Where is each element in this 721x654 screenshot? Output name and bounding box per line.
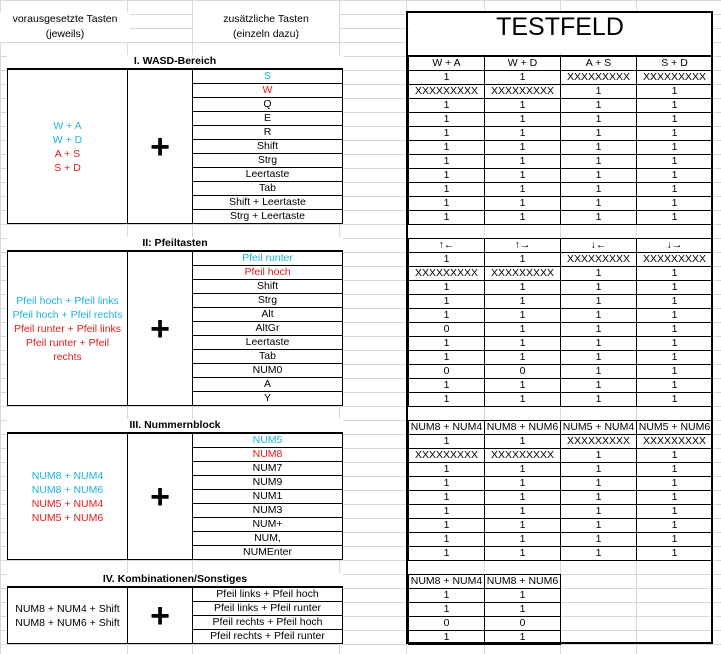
grid-cell[interactable]: 1: [637, 141, 713, 155]
additional-keys-table: [192, 69, 343, 224]
grid-cell[interactable]: 1: [485, 183, 561, 197]
grid-row: [409, 505, 713, 519]
grid-cell[interactable]: 1: [637, 183, 713, 197]
grid-cell[interactable]: XXXXXXXXX: [485, 449, 561, 463]
table-row: [193, 448, 343, 462]
prerequisite-combo: A + S: [54, 147, 81, 160]
additional-key-cell[interactable]: NUM,: [193, 532, 343, 546]
grid-row: [409, 337, 713, 351]
grid-row: [409, 351, 713, 365]
table-row: [193, 462, 343, 476]
prerequisite-box: [7, 433, 128, 560]
plus-sign: +: [127, 251, 193, 406]
additional-key-cell[interactable]: W: [193, 84, 343, 98]
header-prerequisite-title: vorausgesetzte Tasten: [12, 13, 118, 25]
grid-cell[interactable]: XXXXXXXXX: [637, 435, 713, 449]
grid-cell[interactable]: 1: [485, 71, 561, 85]
grid-cell[interactable]: 1: [485, 295, 561, 309]
grid-cell[interactable]: 1: [485, 155, 561, 169]
table-row: [193, 518, 343, 532]
grid-cell[interactable]: 0: [409, 323, 485, 337]
grid-row: [409, 617, 561, 631]
grid-column-header: NUM5 + NUM4: [561, 421, 637, 435]
table-row: [193, 350, 343, 364]
table-row: [193, 602, 343, 616]
table-row: [193, 210, 343, 224]
grid-cell[interactable]: 1: [485, 547, 561, 561]
grid-cell[interactable]: 1: [485, 631, 561, 645]
grid-cell[interactable]: 1: [561, 197, 637, 211]
table-row: [193, 322, 343, 336]
additional-key-cell[interactable]: Pfeil rechts + Pfeil hoch: [193, 616, 343, 630]
grid-cell[interactable]: 1: [561, 379, 637, 393]
grid-cell[interactable]: 1: [637, 99, 713, 113]
grid-cell[interactable]: 1: [485, 253, 561, 267]
grid-cell[interactable]: 1: [637, 197, 713, 211]
grid-cell[interactable]: 1: [561, 85, 637, 99]
grid-cell[interactable]: 1: [637, 169, 713, 183]
grid-cell[interactable]: 1: [409, 281, 485, 295]
grid-row: [409, 127, 713, 141]
additional-key-cell[interactable]: NUM0: [193, 364, 343, 378]
test-grid: [408, 574, 561, 645]
grid-row: [409, 603, 561, 617]
grid-cell[interactable]: 1: [561, 211, 637, 225]
test-grid: [408, 238, 713, 407]
table-row: [193, 70, 343, 84]
grid-cell[interactable]: 1: [409, 295, 485, 309]
table-row: [193, 112, 343, 126]
additional-key-cell[interactable]: Strg + Leertaste: [193, 210, 343, 224]
grid-cell[interactable]: 1: [485, 491, 561, 505]
grid-row: [409, 379, 713, 393]
additional-key-cell[interactable]: Pfeil runter: [193, 252, 343, 266]
additional-key-cell[interactable]: Alt: [193, 308, 343, 322]
grid-cell[interactable]: 1: [561, 99, 637, 113]
grid-column-header: NUM8 + NUM4: [409, 421, 485, 435]
table-row: [193, 126, 343, 140]
grid-cell[interactable]: 1: [485, 281, 561, 295]
grid-cell[interactable]: XXXXXXXXX: [637, 71, 713, 85]
grid-cell[interactable]: 1: [409, 351, 485, 365]
header-additional-keys: [193, 12, 339, 42]
grid-cell[interactable]: 1: [485, 337, 561, 351]
additional-key-cell[interactable]: Shift: [193, 280, 343, 294]
grid-cell[interactable]: 0: [409, 617, 485, 631]
grid-cell[interactable]: 1: [485, 505, 561, 519]
grid-cell[interactable]: 1: [409, 603, 485, 617]
grid-cell[interactable]: 1: [561, 393, 637, 407]
grid-cell[interactable]: XXXXXXXXX: [561, 253, 637, 267]
additional-key-cell[interactable]: Tab: [193, 350, 343, 364]
grid-cell[interactable]: 1: [409, 99, 485, 113]
grid-header-row: [409, 57, 713, 71]
gridline-column: [406, 0, 407, 654]
grid-cell[interactable]: 1: [485, 323, 561, 337]
grid-cell[interactable]: 1: [485, 127, 561, 141]
prerequisite-combo: S + D: [54, 161, 81, 174]
table-row: [193, 308, 343, 322]
additional-key-cell[interactable]: NUM9: [193, 476, 343, 490]
additional-key-cell[interactable]: Shift + Leertaste: [193, 196, 343, 210]
test-grid: [408, 420, 713, 561]
table-row: [193, 378, 343, 392]
table-row: [193, 154, 343, 168]
section-title: III. Nummernblock: [7, 419, 343, 433]
grid-cell[interactable]: XXXXXXXXX: [409, 449, 485, 463]
grid-cell[interactable]: XXXXXXXXX: [485, 85, 561, 99]
grid-cell[interactable]: 1: [409, 183, 485, 197]
prerequisite-box: [7, 251, 128, 406]
grid-cell[interactable]: 1: [409, 71, 485, 85]
grid-cell[interactable]: 1: [637, 393, 713, 407]
grid-cell[interactable]: 1: [485, 141, 561, 155]
prerequisite-combo: Pfeil runter + Pfeil links: [13, 322, 122, 335]
grid-cell[interactable]: 1: [485, 533, 561, 547]
grid-cell[interactable]: 1: [561, 183, 637, 197]
grid-cell[interactable]: 1: [409, 155, 485, 169]
table-row: [193, 490, 343, 504]
prerequisite-combo: rechts: [53, 350, 82, 363]
grid-cell[interactable]: 1: [637, 281, 713, 295]
grid-cell[interactable]: 1: [409, 435, 485, 449]
grid-cell[interactable]: XXXXXXXXX: [409, 267, 485, 281]
grid-cell[interactable]: 1: [637, 309, 713, 323]
additional-key-cell[interactable]: NUM7: [193, 462, 343, 476]
table-row: [193, 252, 343, 266]
grid-cell[interactable]: XXXXXXXXX: [637, 253, 713, 267]
additional-key-cell[interactable]: Pfeil links + Pfeil hoch: [193, 588, 343, 602]
grid-cell[interactable]: 1: [485, 113, 561, 127]
grid-cell[interactable]: 1: [409, 491, 485, 505]
grid-cell[interactable]: 1: [561, 155, 637, 169]
grid-row: [409, 365, 713, 379]
grid-cell[interactable]: 1: [485, 589, 561, 603]
table-row: [193, 98, 343, 112]
grid-row: [409, 491, 713, 505]
table-row: [193, 168, 343, 182]
prerequisite-combo: NUM8 + NUM6 + Shift: [15, 616, 120, 629]
grid-cell[interactable]: 1: [561, 365, 637, 379]
grid-cell[interactable]: 1: [637, 491, 713, 505]
grid-cell[interactable]: 1: [485, 477, 561, 491]
grid-cell[interactable]: 1: [561, 169, 637, 183]
grid-row: [409, 547, 713, 561]
grid-cell[interactable]: 1: [561, 491, 637, 505]
grid-cell[interactable]: 1: [637, 477, 713, 491]
grid-cell[interactable]: 1: [409, 253, 485, 267]
prerequisite-combo: Pfeil hoch + Pfeil rechts: [12, 308, 123, 321]
grid-row: [409, 323, 713, 337]
additional-key-cell[interactable]: R: [193, 126, 343, 140]
prerequisite-box: [7, 69, 128, 224]
grid-row: [409, 449, 713, 463]
additional-key-cell[interactable]: Q: [193, 98, 343, 112]
grid-cell[interactable]: 1: [409, 141, 485, 155]
grid-cell[interactable]: 1: [561, 533, 637, 547]
grid-cell[interactable]: 1: [561, 141, 637, 155]
grid-cell[interactable]: 1: [485, 603, 561, 617]
grid-column-header: A + S: [561, 57, 637, 71]
prerequisite-combo: NUM8 + NUM6: [31, 483, 104, 496]
grid-cell[interactable]: 1: [561, 127, 637, 141]
plus-sign: +: [127, 69, 193, 224]
table-row: [193, 532, 343, 546]
grid-cell[interactable]: 1: [637, 547, 713, 561]
grid-cell[interactable]: 1: [561, 281, 637, 295]
grid-cell[interactable]: 1: [485, 463, 561, 477]
additional-key-cell[interactable]: Leertaste: [193, 336, 343, 350]
prerequisite-combo: Pfeil hoch + Pfeil links: [16, 294, 119, 307]
grid-cell[interactable]: 1: [561, 547, 637, 561]
grid-cell[interactable]: 1: [409, 197, 485, 211]
additional-key-cell[interactable]: Pfeil rechts + Pfeil runter: [193, 630, 343, 644]
table-row: [193, 546, 343, 560]
table-row: [193, 616, 343, 630]
grid-row: [409, 169, 713, 183]
grid-column-header: NUM8 + NUM6: [485, 421, 561, 435]
grid-cell[interactable]: 1: [409, 379, 485, 393]
additional-key-cell[interactable]: S: [193, 70, 343, 84]
prerequisite-combo: NUM5 + NUM6: [31, 511, 104, 524]
grid-row: [409, 533, 713, 547]
table-row: [193, 196, 343, 210]
prerequisite-combo: NUM5 + NUM4: [31, 497, 104, 510]
additional-key-cell[interactable]: Strg: [193, 154, 343, 168]
additional-key-cell[interactable]: AltGr: [193, 322, 343, 336]
prerequisite-box: [7, 587, 128, 644]
additional-key-cell[interactable]: Leertaste: [193, 168, 343, 182]
grid-cell[interactable]: 1: [637, 365, 713, 379]
section-title: IV. Kombinationen/Sonstiges: [7, 573, 343, 587]
additional-key-cell[interactable]: Strg: [193, 294, 343, 308]
testfeld-title: TESTFELD: [409, 13, 711, 53]
additional-key-cell[interactable]: NUM5: [193, 434, 343, 448]
section-title: II: Pfeiltasten: [7, 237, 343, 251]
grid-cell[interactable]: 1: [409, 393, 485, 407]
grid-cell[interactable]: 1: [561, 505, 637, 519]
grid-cell[interactable]: 1: [561, 337, 637, 351]
grid-cell[interactable]: 1: [637, 211, 713, 225]
grid-cell[interactable]: 1: [561, 477, 637, 491]
table-row: [193, 84, 343, 98]
grid-cell[interactable]: XXXXXXXXX: [561, 435, 637, 449]
table-row: [193, 364, 343, 378]
grid-row: [409, 393, 713, 407]
grid-cell[interactable]: 1: [561, 463, 637, 477]
testfeld-separator: [408, 55, 712, 56]
grid-row: [409, 589, 561, 603]
table-row: [193, 336, 343, 350]
table-row: [193, 266, 343, 280]
header-additional-title: zusätzliche Tasten: [223, 13, 309, 25]
additional-key-cell[interactable]: Pfeil links + Pfeil runter: [193, 602, 343, 616]
prerequisite-combo: W + D: [52, 133, 83, 146]
additional-key-cell[interactable]: Y: [193, 392, 343, 406]
grid-cell[interactable]: 1: [409, 211, 485, 225]
additional-key-cell[interactable]: NUM+: [193, 518, 343, 532]
grid-row: [409, 519, 713, 533]
additional-key-cell[interactable]: NUM1: [193, 490, 343, 504]
grid-header-row: [409, 575, 561, 589]
grid-row: [409, 295, 713, 309]
grid-cell[interactable]: 1: [485, 211, 561, 225]
grid-column-header: S + D: [637, 57, 713, 71]
prerequisite-combo: Pfeil runter + Pfeil: [25, 336, 110, 349]
plus-sign: +: [127, 587, 193, 644]
grid-cell[interactable]: 1: [561, 113, 637, 127]
grid-column-header: W + D: [485, 57, 561, 71]
grid-cell[interactable]: 1: [637, 155, 713, 169]
grid-row: [409, 141, 713, 155]
grid-column-header: W + A: [409, 57, 485, 71]
additional-key-cell[interactable]: NUM8: [193, 448, 343, 462]
test-grid: [408, 56, 713, 225]
additional-key-cell[interactable]: E: [193, 112, 343, 126]
grid-cell[interactable]: 1: [485, 435, 561, 449]
grid-column-header: ↓→: [637, 239, 713, 253]
grid-cell[interactable]: 1: [485, 169, 561, 183]
grid-column-header: NUM5 + NUM6: [637, 421, 713, 435]
grid-cell[interactable]: 1: [637, 113, 713, 127]
grid-cell[interactable]: 1: [409, 463, 485, 477]
grid-header-row: [409, 421, 713, 435]
prerequisite-combo: W + A: [53, 119, 82, 132]
additional-key-cell[interactable]: A: [193, 378, 343, 392]
additional-keys-table: [192, 251, 343, 406]
grid-cell[interactable]: 1: [409, 309, 485, 323]
grid-cell[interactable]: 1: [485, 379, 561, 393]
grid-row: [409, 477, 713, 491]
grid-row: [409, 463, 713, 477]
grid-cell[interactable]: XXXXXXXXX: [409, 85, 485, 99]
table-row: [193, 504, 343, 518]
grid-row: [409, 267, 713, 281]
grid-column-header: ↓←: [561, 239, 637, 253]
table-row: [193, 630, 343, 644]
grid-cell[interactable]: 1: [637, 267, 713, 281]
grid-row: [409, 155, 713, 169]
grid-cell[interactable]: 1: [561, 295, 637, 309]
grid-cell[interactable]: 0: [485, 365, 561, 379]
table-row: [193, 182, 343, 196]
grid-cell[interactable]: 1: [637, 295, 713, 309]
grid-cell[interactable]: 1: [637, 519, 713, 533]
grid-column-header: ↑→: [485, 239, 561, 253]
prerequisite-combo: NUM8 + NUM4 + Shift: [15, 602, 120, 615]
grid-cell[interactable]: 1: [561, 323, 637, 337]
grid-row: [409, 71, 713, 85]
additional-key-cell[interactable]: Tab: [193, 182, 343, 196]
table-row: [193, 392, 343, 406]
grid-cell[interactable]: 1: [485, 99, 561, 113]
grid-cell[interactable]: 1: [409, 505, 485, 519]
grid-cell[interactable]: 1: [637, 85, 713, 99]
grid-cell[interactable]: 1: [637, 127, 713, 141]
grid-cell[interactable]: 0: [409, 365, 485, 379]
section-title: I. WASD-Bereich: [7, 55, 343, 69]
grid-row: [409, 435, 713, 449]
additional-key-cell[interactable]: NUM3: [193, 504, 343, 518]
table-row: [193, 280, 343, 294]
grid-cell[interactable]: 1: [409, 519, 485, 533]
grid-cell[interactable]: 1: [409, 547, 485, 561]
grid-cell[interactable]: 1: [409, 631, 485, 645]
grid-cell[interactable]: 1: [485, 309, 561, 323]
header-prerequisite-subtitle: (jeweils): [45, 28, 85, 40]
grid-cell[interactable]: 1: [561, 351, 637, 365]
grid-cell[interactable]: 1: [561, 519, 637, 533]
header-prerequisite-keys: [0, 12, 130, 42]
grid-row: [409, 211, 713, 225]
grid-row: [409, 281, 713, 295]
grid-cell[interactable]: 1: [637, 337, 713, 351]
grid-row: [409, 85, 713, 99]
additional-keys-table: [192, 433, 343, 560]
additional-key-cell[interactable]: Pfeil hoch: [193, 266, 343, 280]
grid-row: [409, 253, 713, 267]
grid-cell[interactable]: 1: [409, 337, 485, 351]
grid-cell[interactable]: 1: [485, 197, 561, 211]
grid-row: [409, 99, 713, 113]
prerequisite-combo: NUM8 + NUM4: [31, 469, 104, 482]
plus-sign: +: [127, 433, 193, 560]
grid-row: [409, 183, 713, 197]
grid-cell[interactable]: 1: [485, 393, 561, 407]
grid-cell[interactable]: 1: [485, 351, 561, 365]
grid-row: [409, 309, 713, 323]
additional-key-cell[interactable]: Shift: [193, 140, 343, 154]
grid-cell[interactable]: XXXXXXXXX: [561, 71, 637, 85]
grid-column-header: ↑←: [409, 239, 485, 253]
grid-cell[interactable]: 1: [409, 533, 485, 547]
grid-cell[interactable]: 1: [409, 589, 485, 603]
grid-cell[interactable]: 1: [485, 519, 561, 533]
grid-cell[interactable]: 1: [637, 323, 713, 337]
grid-cell[interactable]: 1: [637, 505, 713, 519]
table-row: [193, 140, 343, 154]
grid-cell[interactable]: 1: [637, 351, 713, 365]
grid-cell[interactable]: 1: [561, 309, 637, 323]
grid-row: [409, 197, 713, 211]
grid-cell[interactable]: 1: [561, 449, 637, 463]
table-row: [193, 294, 343, 308]
grid-cell[interactable]: 1: [637, 533, 713, 547]
grid-row: [409, 631, 561, 645]
grid-column-header: NUM8 + NUM4: [409, 575, 485, 589]
grid-column-header: NUM8 + NUM6: [485, 575, 561, 589]
table-row: [193, 434, 343, 448]
grid-cell[interactable]: 1: [637, 449, 713, 463]
additional-keys-table: [192, 587, 343, 644]
grid-cell[interactable]: 1: [637, 463, 713, 477]
table-row: [193, 588, 343, 602]
grid-cell[interactable]: 0: [485, 617, 561, 631]
grid-cell[interactable]: 1: [409, 169, 485, 183]
header-additional-subtitle: (einzeln dazu): [233, 28, 299, 40]
grid-cell[interactable]: 1: [409, 113, 485, 127]
additional-key-cell[interactable]: NUMEnter: [193, 546, 343, 560]
grid-row: [409, 113, 713, 127]
grid-cell[interactable]: 1: [637, 379, 713, 393]
table-row: [193, 476, 343, 490]
grid-cell[interactable]: 1: [561, 267, 637, 281]
grid-cell[interactable]: XXXXXXXXX: [485, 267, 561, 281]
grid-cell[interactable]: 1: [409, 127, 485, 141]
grid-header-row: [409, 239, 713, 253]
grid-cell[interactable]: 1: [409, 477, 485, 491]
